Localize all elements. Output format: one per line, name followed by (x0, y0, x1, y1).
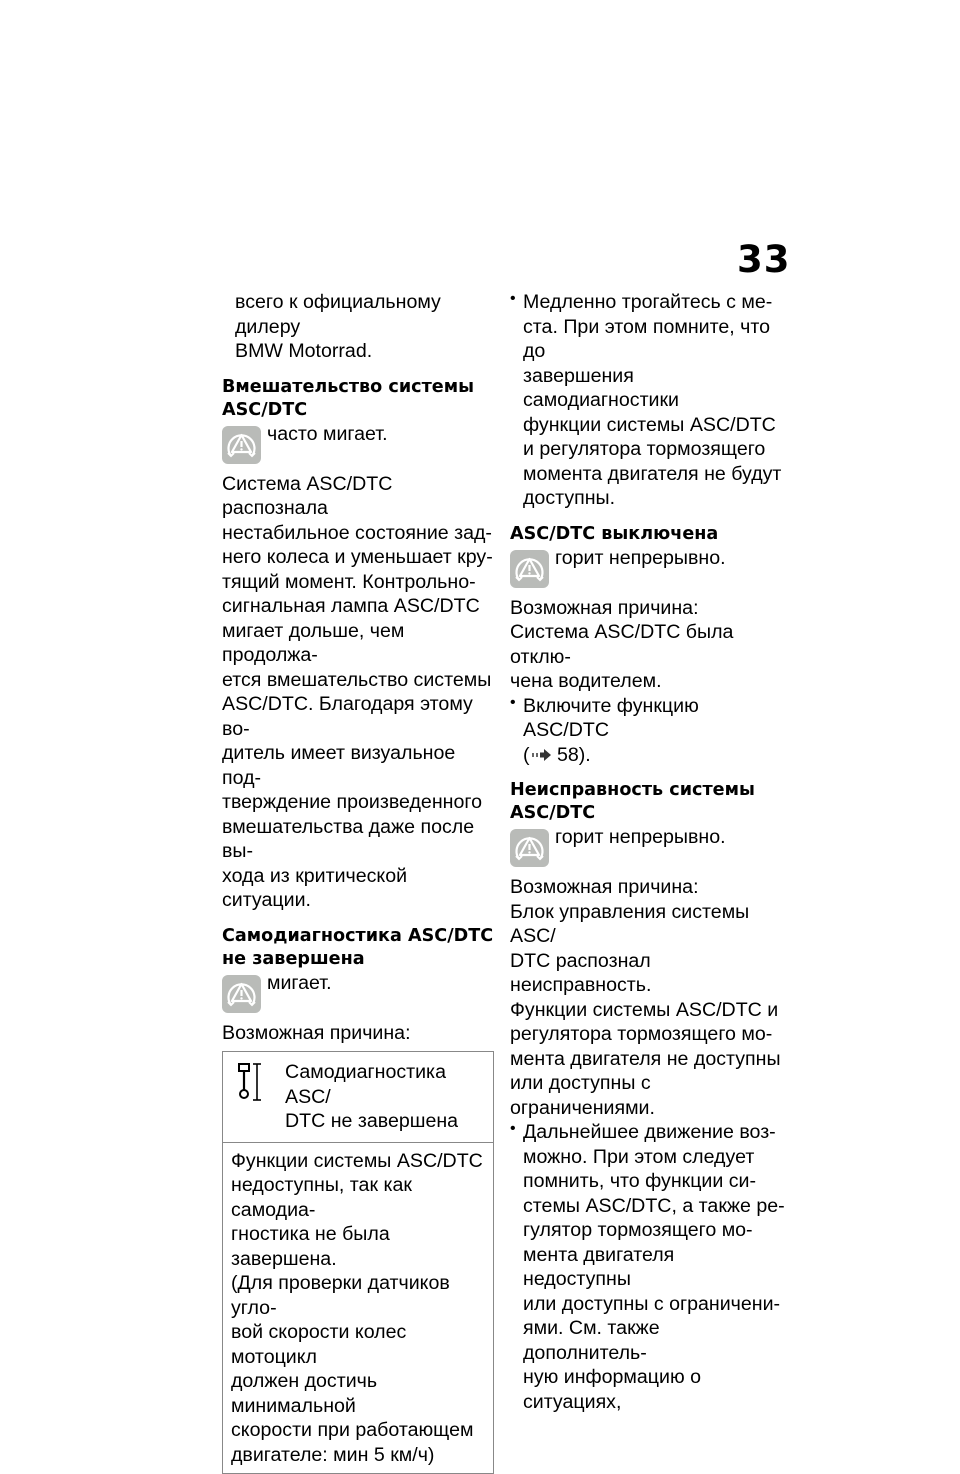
body-text: нестабильное состояние зад- (222, 521, 492, 544)
body-text: сигнальная лампа ASC/DTC (222, 595, 480, 617)
body-text: тящий момент. Контрольно- (222, 570, 476, 593)
possible-cause-label: Возможная причина: (222, 1021, 411, 1044)
section-heading: ASC/DTC (222, 399, 308, 420)
lamp-status-text: горит непрерывно. (555, 826, 726, 848)
section-heading: ASC/DTC выключена (510, 523, 719, 544)
section-heading: Самодиагностика ASC/DTC (222, 925, 494, 946)
body-text: ется вмешательство системы (222, 668, 492, 691)
bullet-text: мента двигателя недоступны (523, 1243, 675, 1290)
wrench-icon (235, 1060, 269, 1104)
page-reference[interactable] (523, 743, 786, 768)
body-text: ASC/DTC. Благодаря этому во- (222, 693, 473, 740)
lamp-row (510, 825, 786, 867)
lamp-status-text: мигает. (267, 971, 332, 994)
info-box-text: должен достичь минимальной (231, 1370, 378, 1417)
reference-arrow-icon (530, 748, 552, 762)
info-box-title: Самодиагностика ASC/ (285, 1061, 446, 1108)
section-heading: ASC/DTC (510, 803, 596, 823)
body-text: мента двигателя не доступны (510, 1047, 781, 1070)
info-box-body (223, 1143, 493, 1474)
section-heading: не завершена (222, 948, 365, 969)
info-box-text: скорости при работающем (231, 1419, 474, 1441)
body-text: хода из критической ситуации. (222, 864, 408, 911)
bullet-text: или доступны с ограничени- (523, 1292, 781, 1315)
bullet-text: • Включите функцию ASC/DTC (523, 694, 699, 741)
bullet-text: стемы ASC/DTC, а также ре- (523, 1194, 785, 1217)
reference-page: 58). (556, 743, 591, 766)
info-box-text: Функции системы ASC/DTC (231, 1149, 483, 1172)
bullet-text: завершения самодиагностики (523, 364, 680, 411)
page-number: 33 (737, 238, 791, 281)
bullet-text: можно. При этом следует (523, 1145, 755, 1168)
body-text: чена водителем. (510, 670, 662, 692)
asc-dtc-warning-lamp-icon (510, 829, 549, 867)
body-text: тверждение произведенного (222, 791, 482, 813)
body-text: регулятора тормозящего мо- (510, 1023, 773, 1045)
info-box-text: вой скорости колес мотоцикл (231, 1321, 407, 1368)
section-heading: Вмешательство системы (222, 376, 474, 397)
bullet-text: и регулятора тормозящего (523, 438, 766, 460)
intro-text: BMW Motorrad. (235, 340, 373, 362)
info-box-text: гностика не была завершена. (231, 1223, 390, 1270)
body-text: мигает дольше, чем продолжа- (222, 619, 405, 666)
bullet-item (510, 1120, 786, 1414)
possible-cause-label: Возможная причина: (510, 876, 699, 898)
reference-open-paren: ( (523, 743, 530, 766)
lamp-status-text: часто мигает. (267, 422, 388, 445)
info-box-title: DTC не завершена (285, 1110, 459, 1132)
bullet-text: • Дальнейшее движение воз- (523, 1121, 776, 1143)
bullet-text: функции системы ASC/DTC (523, 413, 776, 436)
section-heading: Неисправность системы (510, 780, 755, 800)
body-text: Система ASC/DTC была отклю- (510, 621, 734, 668)
bullet-text: ями. См. также дополнитель- (523, 1317, 660, 1364)
bullet-item (510, 694, 786, 768)
asc-dtc-warning-lamp-icon (510, 550, 549, 588)
possible-cause-label: Возможная причина: (510, 596, 699, 619)
body-text: Система ASC/DTC распознала (222, 472, 393, 519)
body-text: дитель имеет визуальное под- (222, 742, 456, 789)
lamp-row (222, 422, 494, 464)
asc-dtc-warning-lamp-icon (222, 975, 261, 1013)
bullet-item (510, 290, 786, 511)
info-box (222, 1051, 494, 1474)
body-text: Функции системы ASC/DTC и (510, 998, 779, 1021)
bullet-text: момента двигателя не будут (523, 462, 782, 485)
left-column (222, 290, 494, 1474)
body-text: Блок управления системы ASC/ (510, 900, 750, 947)
lamp-status-text: горит непрерывно. (555, 546, 726, 569)
bullet-text: • Медленно трогайтесь с ме- (523, 291, 773, 313)
info-box-text: двигателе: мин 5 км/ч) (231, 1443, 435, 1466)
body-text: вмешательства даже после вы- (222, 815, 475, 862)
body-text: DTC распознал неисправность. (510, 949, 652, 996)
right-column (510, 290, 786, 1414)
bullet-text: доступны. (523, 487, 616, 509)
bullet-text: гулятор тормозящего мо- (523, 1219, 753, 1241)
bullet-text: ную информацию о ситуациях, (523, 1366, 702, 1413)
asc-dtc-warning-lamp-icon (222, 426, 261, 464)
bullet-text: ста. При этом помните, что до (523, 315, 770, 362)
body-text: него колеса и уменьшает кру- (222, 546, 493, 568)
info-box-text: недоступны, так как самодиа- (231, 1174, 412, 1221)
bullet-text: помнить, что функции си- (523, 1170, 757, 1192)
body-text: или доступны с ограничениями. (510, 1072, 655, 1119)
lamp-row (510, 546, 786, 588)
info-box-header (223, 1052, 493, 1143)
info-box-text: (Для проверки датчиков угло- (231, 1272, 450, 1319)
lamp-row (222, 971, 494, 1013)
intro-text: всего к официальному дилеру (235, 291, 441, 338)
